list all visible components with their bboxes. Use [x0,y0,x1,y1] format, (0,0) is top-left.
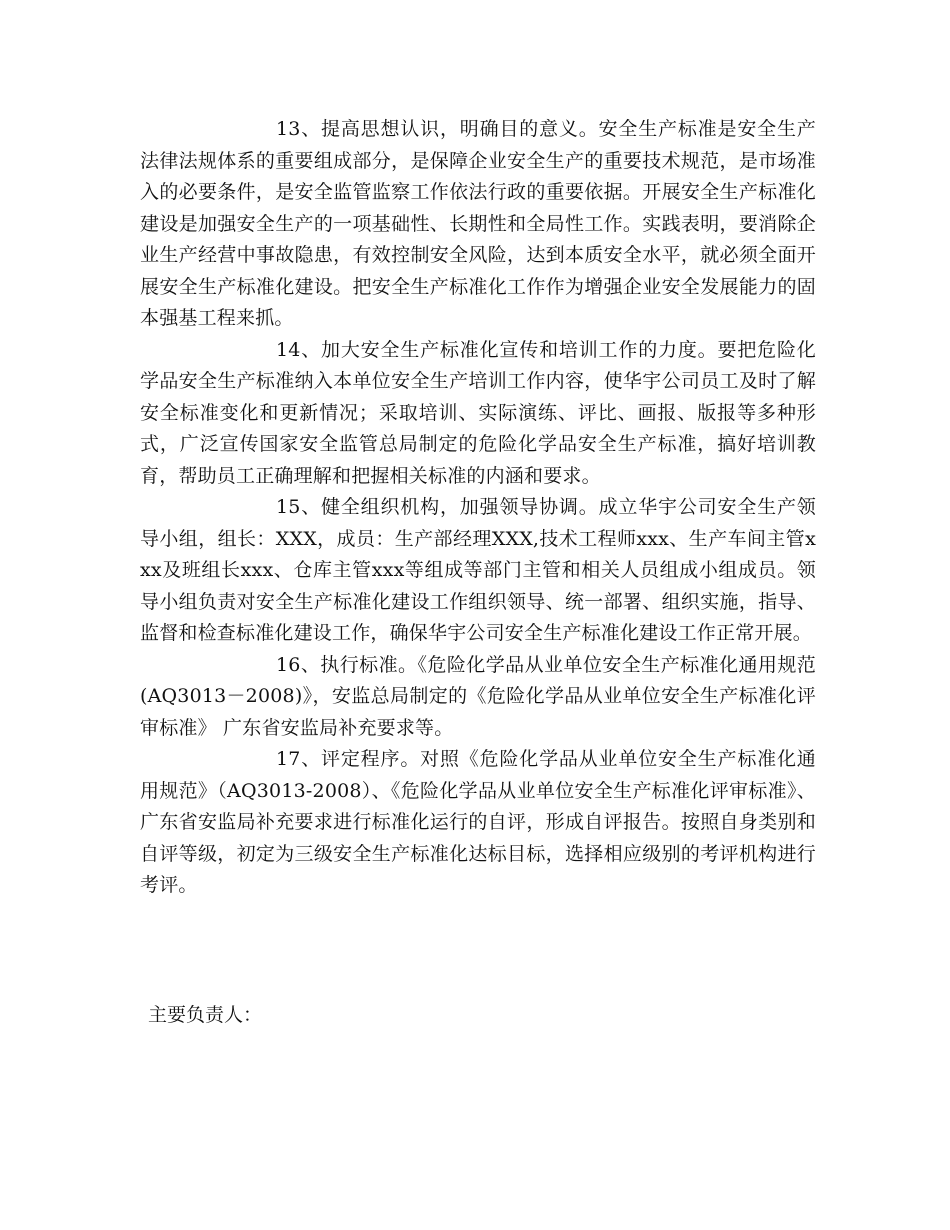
paragraph-15: 15、健全组织机构，加强领导协调。成立华宇公司安全生产领导小组，组长：XXX，成员：生产部经理XXX,技术工程师xxx、生产车间主管xxx及班组长xxx、仓库主管xxx等组成等部门主管和相关人员组成小组成员。领导小组负责对安全生产标准化建设工作组织领导、统一部署、组织实施，指导、监督和检查标准化建设工作，确保华宇公司安全生产标准化建设工作正常开展。 [140,496,816,644]
paragraph-16: 16、执行标准。《危险化学品从业单位安全生产标准化通用规范(AQ3013－2008)》，安监总局制定的《危险化学品从业单位安全生产标准化评审标准》 广东省安监局补充要求等。 [140,653,816,739]
paragraph-13: 13、提高思想认识，明确目的意义。安全生产标准是安全生产法律法规体系的重要组成部分，是保障企业安全生产的重要技术规范，是市场准入的必要条件，是安全监管监察工作依法行政的重要依据。开展安全生产标准化建设是加强安全生产的一项基础性、长期性和全局性工作。实践表明，要消除企业生产经营中事故隐患，有效控制安全风险，达到本质安全水平，就必须全面开展安全生产标准化建设。把安全生产标准化工作作为增强企业安全发展能力的固本强基工程来抓。 [140,118,816,329]
paragraph-14: 14、加大安全生产标准化宣传和培训工作的力度。要把危险化学品安全生产标准纳入本单位安全生产培训工作内容，使华宇公司员工及时了解安全标准变化和更新情况；采取培训、实际演练、评比、画报、版报等多种形式，广泛宣传国家安全监管总局制定的危险化学品安全生产标准，搞好培训教育，帮助员工正确理解和把握相关标准的内涵和要求。 [140,338,816,487]
document-body [140,114,816,902]
paragraph-17: 17、评定程序。对照《危险化学品从业单位安全生产标准化通用规范》（AQ3013-2008）、《危险化学品从业单位安全生产标准化评审标准》、广东省安监局补充要求进行标准化运行的自评，形成自评报告。按照自身类别和自评等级，初定为三级安全生产标准化达标目标，选择相应级别的考评机构进行考评。 [140,748,816,896]
signature-label: 主要负责人： [148,1004,263,1026]
